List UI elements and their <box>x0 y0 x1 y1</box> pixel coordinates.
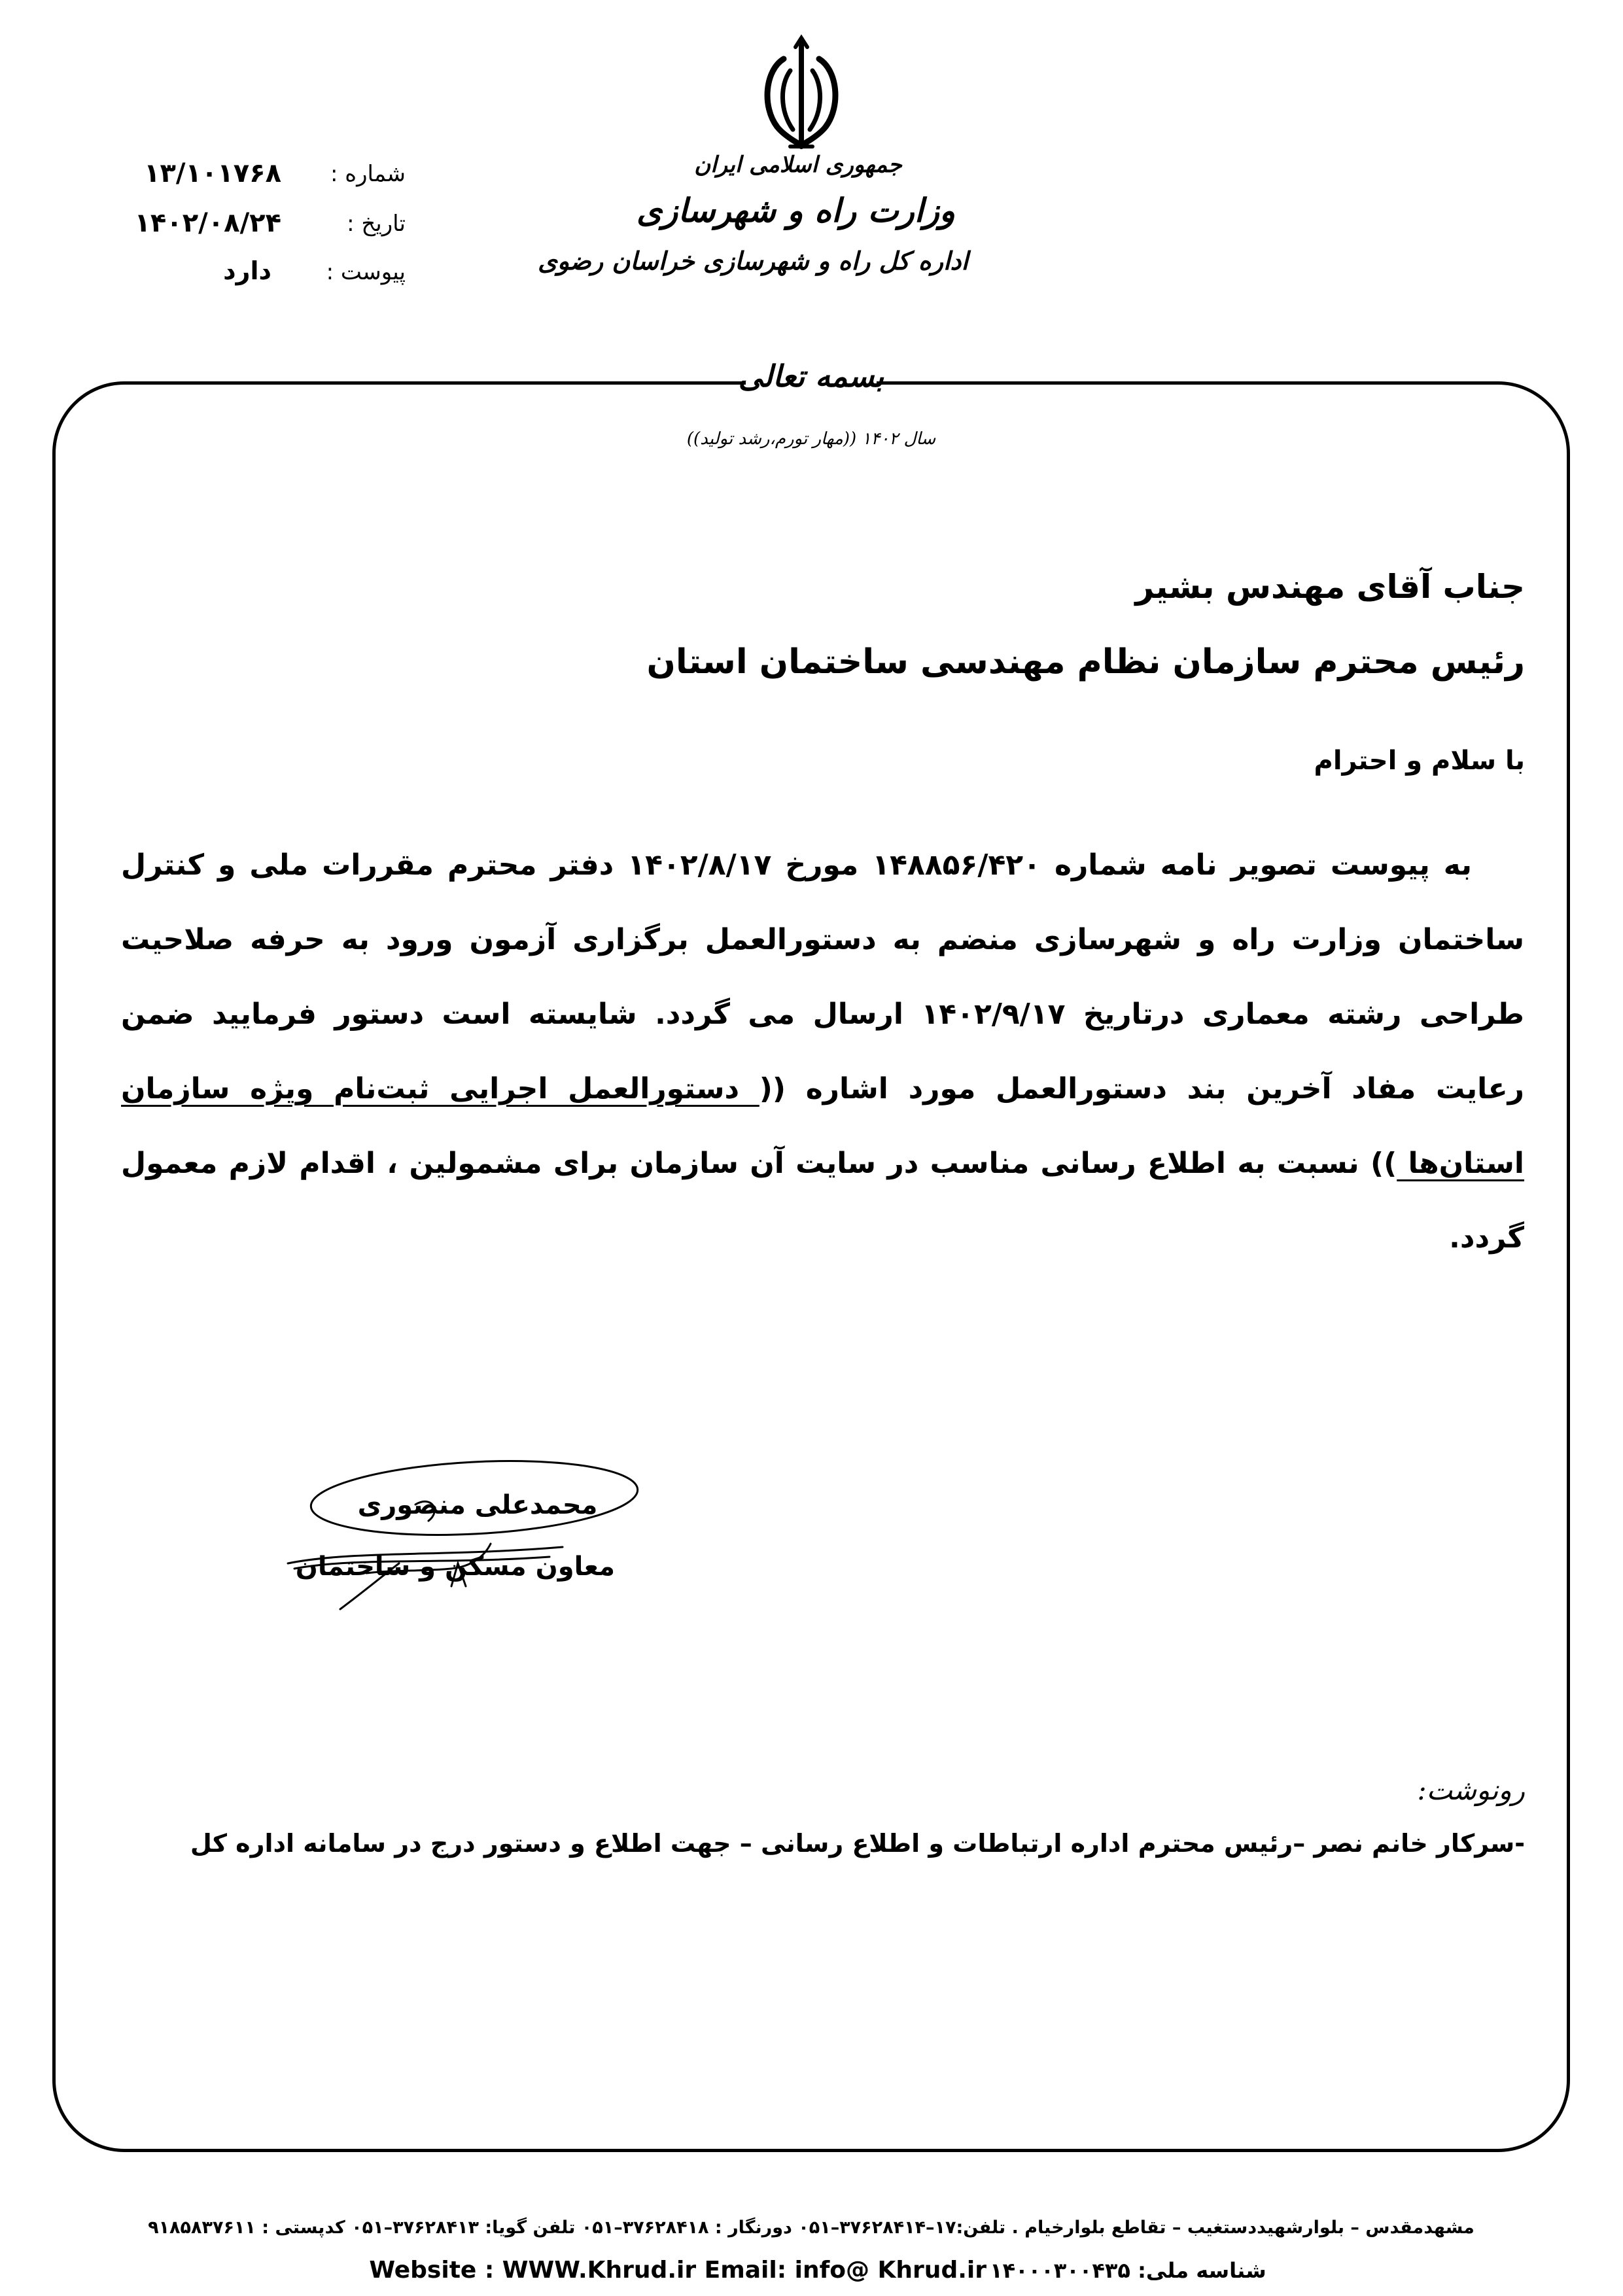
footer-address-line: مشهدمقدس – بلوارشهیددستغیب – تقاطع بلوارخیام . تلفن:۱۷–۳۷۶۲۸۴۱۴–۰۵۱ دورنگار : ۳۷۶۲۸۴۱۸–۰۵۱ تلفن گویا: ۳۷۶۲۸۴۱۳–۰۵۱ کدپستی : ۹۱۸۵۸۳۷۶۱۱ <box>148 2218 1475 2238</box>
body-text-underlined: دستورالعمل اجرایی ثبت‌نام ویژه سازمان استان‌ها <box>121 1072 1524 1180</box>
body-text-part2: )) نسبت به اطلاع رسانی مناسب در سایت آن سازمان برای مشمولین ، اقدام لازم معمول گردد. <box>121 1147 1524 1255</box>
letter-date-row <box>98 208 406 250</box>
year-motto: سال ۱۴۰۲ ((مهار تورم،رشد تولید)) <box>686 429 936 449</box>
cc-heading: رونوشت: <box>1417 1774 1525 1806</box>
letter-attachment-label: پیوست : <box>326 259 406 285</box>
letter-number-label: شماره : <box>330 161 406 187</box>
signatory-title: معاون مسکن و ساختمان <box>295 1552 615 1582</box>
header-directorate-line: اداره کل راه و شهرسازی خراسان رضوی <box>538 246 968 275</box>
cc-recipient-line: -سرکار خانم نصر –رئیس محترم اداره ارتباطات و اطلاع رسانی – جهت اطلاع و دستور درج در سامانه اداره کل <box>190 1829 1525 1858</box>
header-republic-line: جمهوری اسلامی ایران <box>694 152 902 178</box>
letter-attachment-row <box>98 256 406 298</box>
addressee-name: جناب آقای مهندس بشیر <box>1135 568 1525 606</box>
letter-number-row <box>98 158 406 200</box>
letter-number-value: ۱۳/۱۰۱۷۶۸ <box>144 158 281 188</box>
basmala: بسمه تعالی <box>738 358 884 394</box>
body-text-part1: به پیوست تصویر نامه شماره ۱۴۸۸۵۶/۴۲۰ مورخ ۱۴۰۲/۸/۱۷ دفتر محترم مقررات ملی و کنترل ساختمان وزارت راه و شهرسازی منضم به دستورالعمل برگزاری آزمون ورود به حرفه صلاحیت طراحی رشته معماری درتاریخ ۱۴۰۲/۹/۱۷ ارسال می گردد. شایسته است دستور فرمایید ضمن رعایت مفاد آخرین بند دستورالعمل مورد اشاره (( <box>121 848 1525 1105</box>
signatory-name: محمدعلی منصوری <box>357 1490 598 1520</box>
letter-date-label: تاریخ : <box>347 211 406 237</box>
greeting: با سلام و احترام <box>1314 746 1525 776</box>
letter-attachment-value: دارد <box>223 256 271 285</box>
iran-emblem-icon <box>759 34 844 152</box>
header-ministry-line: وزارت راه و شهرسازی <box>637 191 955 230</box>
footer-national-id: شناسه ملی: ۱۴۰۰۰۳۰۰۴۳۵ <box>990 2258 1266 2283</box>
footer-web-email: Website : WWW.Khrud.ir Email: info@ Khrud.ir <box>369 2257 986 2284</box>
letter-body <box>121 828 1524 1276</box>
addressee-title: رئیس محترم سازمان نظام مهندسی ساختمان استان <box>646 642 1525 682</box>
letter-date-value: ۱۴۰۲/۰۸/۲۴ <box>134 208 281 238</box>
footer-contact-line <box>353 2257 1282 2296</box>
